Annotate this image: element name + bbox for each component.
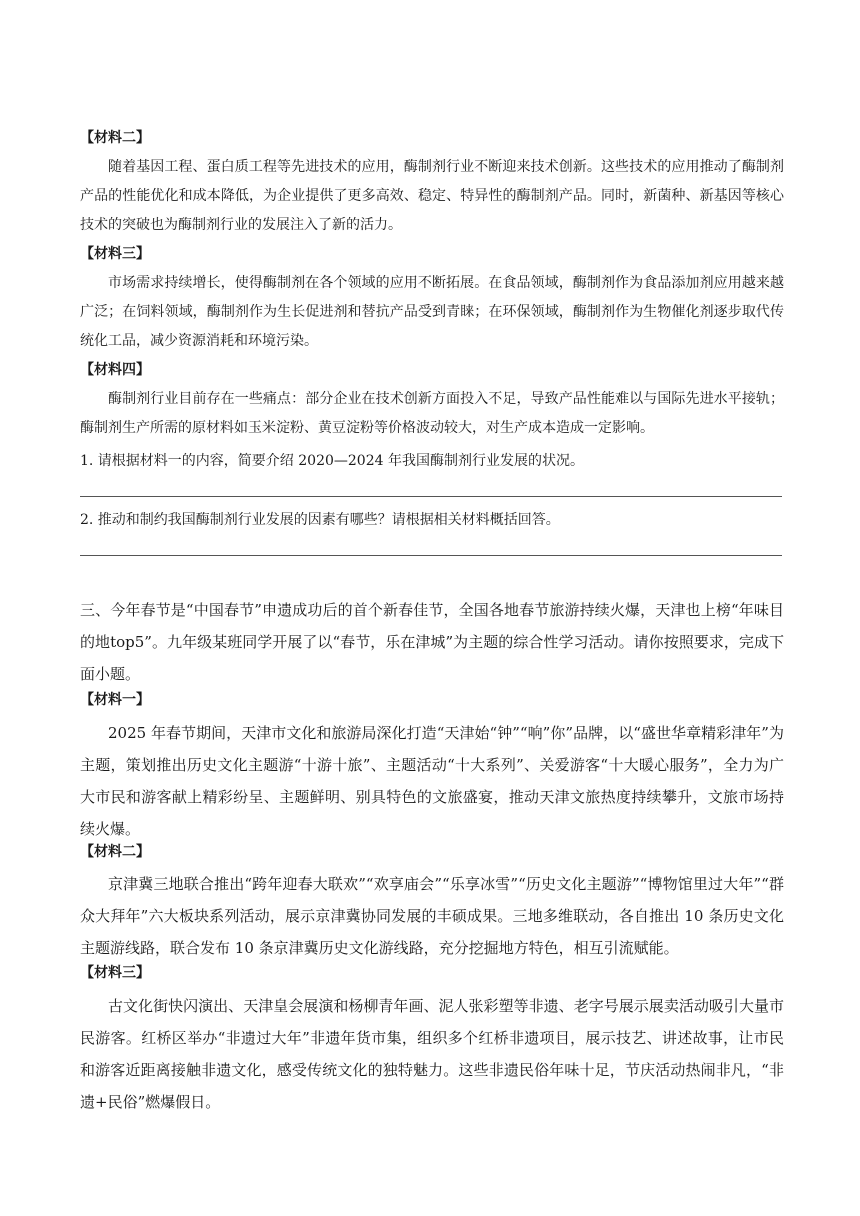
- question-2: 2. 推动和制约我国酶制剂行业发展的因素有哪些？请根据相关材料概括回答。: [80, 512, 560, 528]
- material-3-label: 【材料三】: [80, 246, 150, 262]
- material-4-label: 【材料四】: [80, 362, 150, 378]
- section-3-material-2-text: 京津冀三地联合推出“跨年迎春大联欢”“欢享庙会”“乐享冰雪”“历史文化主题游”“博物馆里过大年”“群众大拜年”六大板块系列活动，展示京津冀协同发展的丰硕成果。三地多维联动，各自推出 10 条历史文化主题游线路，联合发布 10 条京津冀历史文化游线路，充分挖掘地方特色，相互引流赋能。: [80, 875, 784, 957]
- section-3-material-2-label: 【材料二】: [80, 844, 150, 860]
- material-3-text: 市场需求持续增长，使得酶制剂在各个领域的应用不断拓展。在食品领域，酶制剂作为食品添加剂应用越来越广泛；在饲料领域，酶制剂作为生长促进剂和替抗产品受到青睐；在环保领域，酶制剂作为生物催化剂逐步取代传统化工品，减少资源消耗和环境污染。: [80, 275, 784, 349]
- section-3-material-3-label: 【材料三】: [80, 965, 150, 981]
- question-1: 1. 请根据材料一的内容，简要介绍 2020—2024 年我国酶制剂行业发展的状况。: [80, 453, 584, 469]
- section-3-material-1-label: 【材料一】: [80, 692, 150, 708]
- answer-line-1[interactable]: [80, 496, 782, 497]
- material-4-text: 酶制剂行业目前存在一些痛点：部分企业在技术创新方面投入不足，导致产品性能难以与国际先进水平接轨；酶制剂生产所需的原材料如玉米淀粉、黄豆淀粉等价格波动较大，对生产成本造成一定影响。: [80, 391, 784, 436]
- material-2-text: 随着基因工程、蛋白质工程等先进技术的应用，酶制剂行业不断迎来技术创新。这些技术的应用推动了酶制剂产品的性能优化和成本降低，为企业提供了更多高效、稳定、特异性的酶制剂产品。同时，新菌种、新基因等核心技术的突破也为酶制剂行业的发展注入了新的活力。: [80, 159, 784, 233]
- answer-line-2[interactable]: [80, 555, 782, 556]
- material-2-label: 【材料二】: [80, 130, 150, 146]
- section-3-intro: 三、今年春节是“中国春节”申遗成功后的首个新春佳节，全国各地春节旅游持续火爆，天津也上榜“年味目的地top5”。九年级某班同学开展了以“春节，乐在津城”为主题的综合性学习活动。请你按照要求，完成下面小题。: [80, 601, 784, 683]
- section-3-material-3-text: 古文化街快闪演出、天津皇会展演和杨柳青年画、泥人张彩塑等非遗、老字号展示展卖活动吸引大量市民游客。红桥区举办“非遗过大年”非遗年货市集，组织多个红桥非遗项目，展示技艺、讲述故事，让市民和游客近距离接触非遗文化，感受传统文化的独特魅力。这些非遗民俗年味十足，节庆活动热闹非凡，“非遗+民俗”燃爆假日。: [80, 997, 784, 1111]
- section-3-material-1-text: 2025 年春节期间，天津市文化和旅游局深化打造“天津始“钟”“响”你”品牌，以“盛世华章精彩津年”为主题，策划推出历史文化主题游“十游十旅”、主题活动“十大系列”、关爱游客“十大暖心服务”，全力为广大市民和游客献上精彩纷呈、主题鲜明、别具特色的文旅盛宴，推动天津文旅热度持续攀升，文旅市场持续火爆。: [80, 724, 784, 838]
